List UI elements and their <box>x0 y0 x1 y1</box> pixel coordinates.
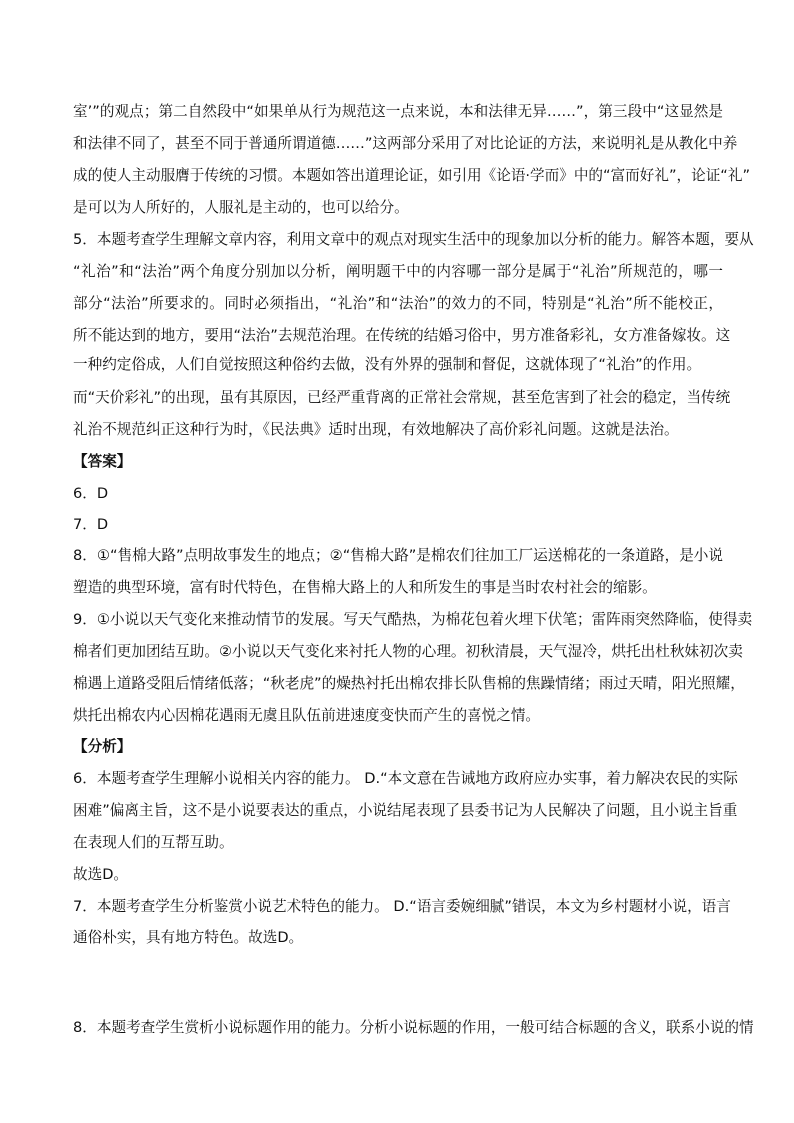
text-line: 烘托出棉农内心因棉花遇雨无虞且队伍前进速度变快而产生的喜悦之情。 <box>73 707 541 724</box>
text-line: 部分“法治”所要求的。同时必须指出，“礼治”和“法治”的效力的不同，特别是“礼治”所不能校正， <box>73 295 723 312</box>
text-line: 在表现人们的互帮互助。 <box>73 834 234 851</box>
text-line: 一种约定俗成，人们自觉按照这种俗约去做，没有外界的强制和督促，这就体现了“礼治”的作用。 <box>73 356 702 373</box>
section-heading-answer: 【答案】 <box>73 453 132 470</box>
text-line: 室’”的观点；第二自然段中“如果单从行为规范这一点来说，本和法律无异……”，第三段中“这显然是 <box>73 103 723 120</box>
text-line: 6．本题考查学生理解小说相关内容的能力。 D.“本文意在告诫地方政府应办实事，着力解决农民的实际 <box>73 770 738 787</box>
text-line: 故选D。 <box>73 866 129 883</box>
answer-6: 6．D <box>73 485 109 502</box>
text-line: 是可以为人所好的，人服礼是主动的，也可以给分。 <box>73 199 409 216</box>
text-line: 成的使人主动服膺于传统的习惯。本题如答出道理论证，如引用《论语·学而》中的“富而好礼”，论证“礼” <box>73 167 751 184</box>
text-line: 8．本题考查学生赏析小说标题作用的能力。分析小说标题的作用，一般可结合标题的含义，联系小说的情 <box>73 1019 754 1036</box>
text-line: 5．本题考查学生理解文章内容，利用文章中的观点对现实生活中的现象加以分析的能力。解答本题，要从 <box>73 231 754 248</box>
text-line: 困难”偏离主旨，这不是小说要表达的重点，小说结尾表现了县委书记为人民解决了问题，且小说主旨重 <box>73 802 738 819</box>
answer-7: 7．D <box>73 516 109 533</box>
text-line: 礼治不规范纠正这种行为时，《民法典》适时出现，有效地解决了高价彩礼问题。这就是法治。 <box>73 421 679 438</box>
text-line: “礼治”和“法治”两个角度分别加以分析，阐明题干中的内容哪一部分是属于“礼治”所规范的，哪一 <box>73 263 723 280</box>
text-line: 而“天价彩礼”的出现，虽有其原因，已经严重背离的正常社会常规，甚至危害到了社会的稳定，当传统 <box>73 389 731 406</box>
text-line: 7．本题考查学生分析鉴赏小说艺术特色的能力。 D.“语言委婉细腻”错误，本文为乡村题材小说，语言 <box>73 898 731 915</box>
section-heading-analysis: 【分析】 <box>73 738 132 755</box>
text-line: 和法律不同了，甚至不同于普通所谓道德……”这两部分采用了对比论证的方法，来说明礼是从教化中养 <box>73 135 738 152</box>
text-line: 棉遇上道路受阻后情绪低落；“秋老虎”的燥热衬托出棉农排长队售棉的焦躁情绪；雨过天晴，阳光照耀， <box>73 675 745 692</box>
text-line: 8．①“售棉大路”点明故事发生的地点；②“售棉大路”是棉农们往加工厂运送棉花的一条道路，是小说 <box>73 547 723 564</box>
text-line: 9．①小说以天气变化来推动情节的发展。写天气酷热，为棉花包着火埋下伏笔；雷阵雨突然降临，使得卖 <box>73 611 753 628</box>
text-line: 所不能达到的地方，要用“法治”去规范治理。在传统的结婚习俗中，男方准备彩礼，女方准备嫁妆。这 <box>73 327 731 344</box>
text-line: 通俗朴实，具有地方特色。故选D。 <box>73 929 304 946</box>
text-line: 棉者们更加团结互助。②小说以天气变化来衬托人物的心理。初秋清晨，天气湿冷，烘托出杜秋妹初次卖 <box>73 643 743 660</box>
text-line: 塑造的典型环境，富有时代特色，在售棉大路上的人和所发生的事是当时农村社会的缩影。 <box>73 579 657 596</box>
